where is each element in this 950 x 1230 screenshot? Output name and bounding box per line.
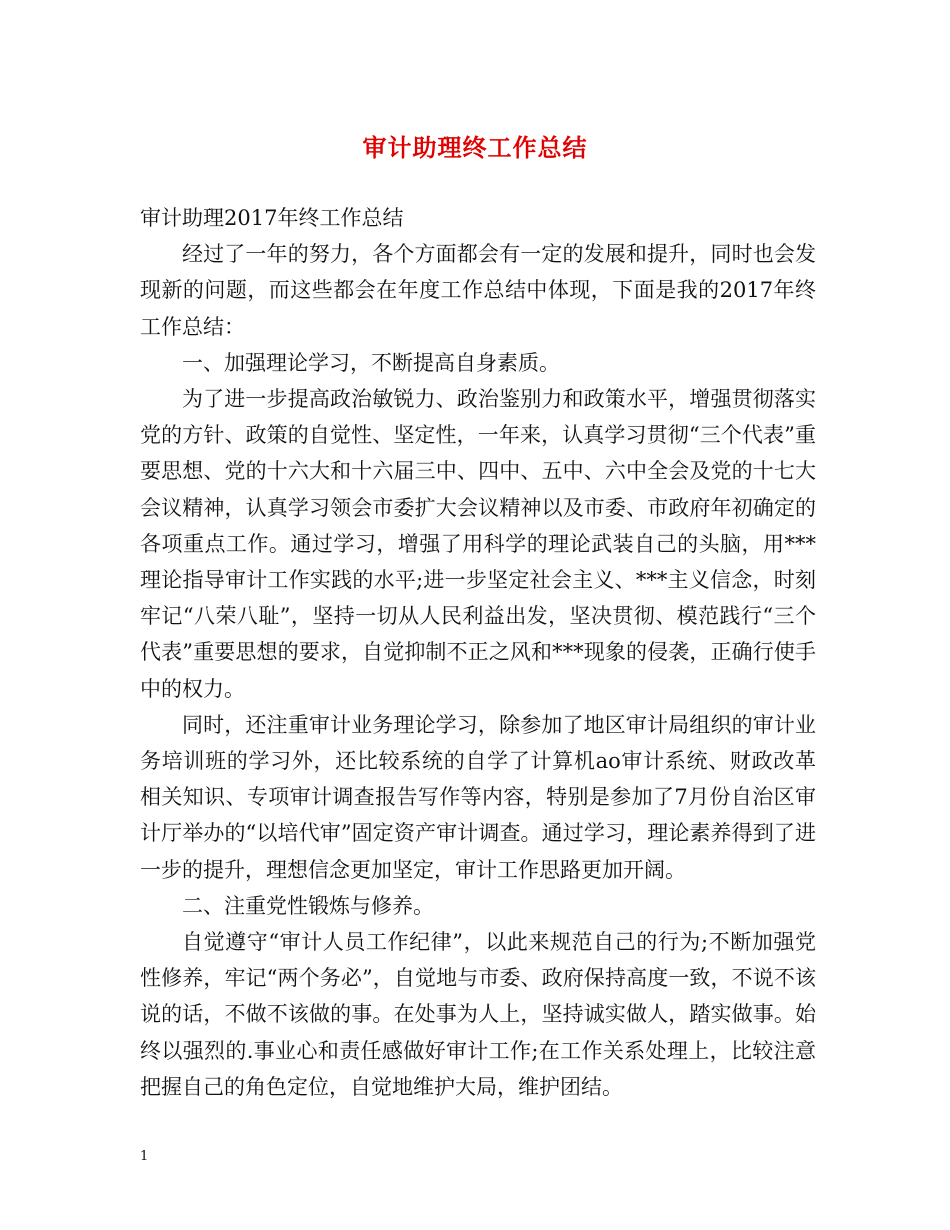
document-subtitle: 审计助理2017年终工作总结 [140, 206, 404, 230]
paragraph-party-discipline: 自觉遵守“审计人员工作纪律”，以此来规范自己的行为;不断加强党性修养，牢记“两个务必”，自觉地与市委、政府保持高度一致，不说不该说的话，不做不该做的事。在处事为人上，坚持诚实做人，踏实做事。始终以强烈的.事业心和责任感做好审计工作;在工作关系处理上，比较注意把握自己的角色定位，自觉地维护大局，维护团结。 [140, 930, 816, 1099]
section-heading-1: 一、加强理论学习，不断提高自身素质。 [182, 350, 560, 375]
paragraph-audit-study: 同时，还注重审计业务理论学习，除参加了地区审计局组织的审计业务培训班的学习外，还比较系统的自学了计算机ao审计系统、财政改革相关知识、专项审计调查报告写作等内容，特别是参加了7月份自治区审计厅举办的“以培代审”固定资产审计调查。通过学习，理论素养得到了进一步的提升，理想信念更加坚定，审计工作思路更加开阔。 [140, 712, 816, 882]
paragraph-theory-study: 为了进一步提高政治敏锐力、政治鉴别力和政策水平，增强贯彻落实党的方针、政策的自觉性、坚定性，一年来，认真学习贯彻“三个代表”重要思想、党的十六大和十六届三中、四中、五中、六中全会及党的十七大会议精神，认真学习领会市委扩大会议精神以及市委、市政府年初确定的各项重点工作。通过学习，增强了用科学的理论武装自己的头脑，用***理论指导审计工作实践的水平;进一步坚定社会主义、***主义信念，时刻牢记“八荣八耻”，坚持一切从人民利益出发，坚决贯彻、模范践行“三个代表”重要思想的要求，自觉抑制不正之风和***现象的侵袭，正确行使手中的权力。 [140, 387, 816, 701]
document-title: 审计助理终工作总结 [362, 133, 588, 162]
paragraph-intro: 经过了一年的努力，各个方面都会有一定的发展和提升，同时也会发现新的问题，而这些都会在年度工作总结中体现，下面是我的2017年终工作总结： [140, 242, 816, 339]
document-body [140, 200, 816, 1105]
page-number: 1 [140, 1149, 149, 1164]
section-heading-2: 二、注重党性锻炼与修养。 [182, 893, 434, 918]
